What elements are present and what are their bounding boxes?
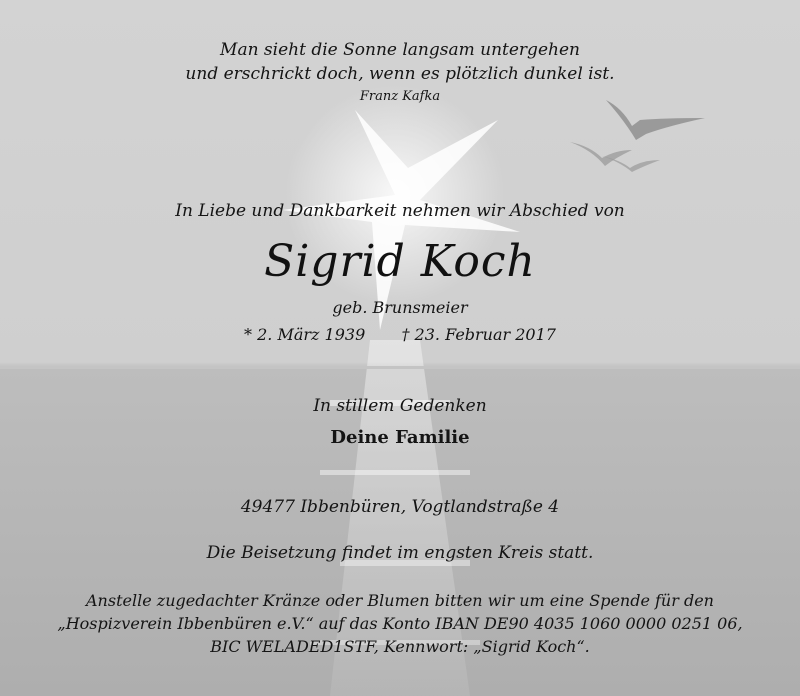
quote-author: Franz Kafka bbox=[359, 89, 441, 104]
donation-line-2: „Hospizverein Ibbenbüren e.V.“ auf das Konto IBAN DE90 4035 1060 0000 0251 06, bbox=[57, 614, 743, 633]
burial-note: Die Beisetzung findet im engsten Kreis statt. bbox=[206, 543, 594, 563]
mourners-heading: In stillem Gedenken bbox=[313, 396, 487, 416]
donation-line-3: BIC WELADED1STF, Kennwort: „Sigrid Koch“. bbox=[210, 637, 590, 656]
deceased-name: Sigrid Koch bbox=[264, 236, 536, 287]
death-date: † 23. Februar 2017 bbox=[401, 325, 556, 344]
seagulls-icon bbox=[570, 100, 705, 172]
life-dates bbox=[0, 325, 800, 344]
donation-line-1: Anstelle zugedachter Kränze oder Blumen bitten wir um eine Spende für den bbox=[86, 591, 714, 610]
quote-line-1: Man sieht die Sonne langsam untergehen bbox=[220, 40, 580, 60]
maiden-name: geb. Brunsmeier bbox=[332, 298, 468, 317]
horizon-line bbox=[0, 366, 800, 369]
address: 49477 Ibbenbüren, Vogtlandstraße 4 bbox=[240, 497, 560, 517]
birth-date: * 2. März 1939 bbox=[244, 325, 366, 344]
quote-line-2: und erschrickt doch, wenn es plötzlich dunkel ist. bbox=[185, 64, 615, 84]
intro-text: In Liebe und Dankbarkeit nehmen wir Abschied von bbox=[175, 201, 625, 221]
family-signature: Deine Familie bbox=[330, 427, 470, 448]
